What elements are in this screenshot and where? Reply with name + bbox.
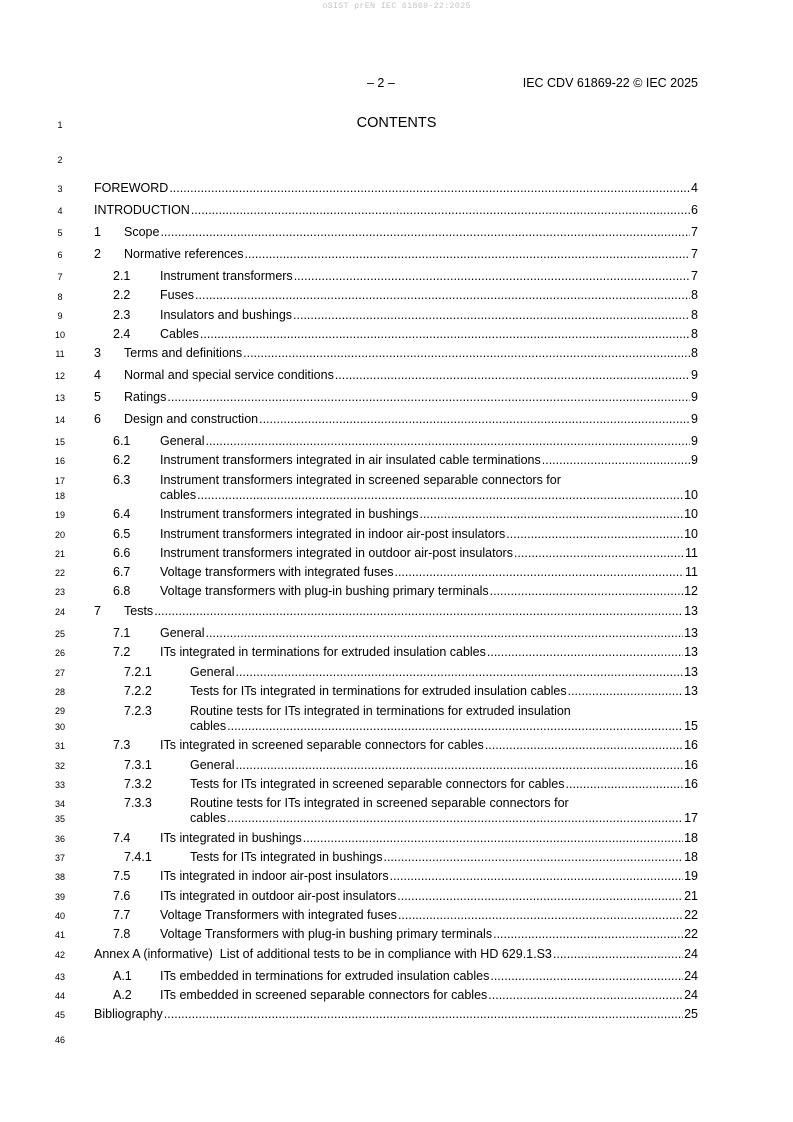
leader-dots xyxy=(227,811,683,826)
leader-dots xyxy=(303,831,683,846)
toc-page-number: 21 xyxy=(684,889,698,903)
toc-entry-6-5[interactable] xyxy=(94,527,698,542)
toc-page-number: 19 xyxy=(684,869,698,883)
toc-entry-title: Normative references xyxy=(124,247,244,261)
toc-page-number: 13 xyxy=(684,626,698,640)
toc-entry-title: Tests xyxy=(124,604,154,618)
toc-entry-introduction[interactable] xyxy=(94,203,698,218)
toc-page-number: 10 xyxy=(684,488,698,502)
leader-dots xyxy=(294,269,690,284)
toc-page-number: 11 xyxy=(685,565,698,579)
toc-page-number: 12 xyxy=(684,584,698,598)
toc-entry-number: 6.8 xyxy=(113,584,131,598)
toc-entry-number: 2.2 xyxy=(113,288,131,302)
toc-entry-title: Voltage Transformers with integrated fuses xyxy=(160,908,397,922)
line-number: 40 xyxy=(54,911,65,921)
toc-entry-6-7[interactable] xyxy=(94,565,698,580)
toc-entry-a-2[interactable] xyxy=(94,988,698,1003)
line-number: 7 xyxy=(57,272,63,282)
toc-entry-title: Instrument transformers xyxy=(160,269,293,283)
toc-page-number: 9 xyxy=(691,434,698,448)
line-number: 5 xyxy=(57,228,63,238)
toc-entry-title: Instrument transformers integrated in air insulated cable terminations xyxy=(160,453,541,467)
toc-page-number: 8 xyxy=(691,327,698,341)
toc-entry-title: cables xyxy=(190,811,227,825)
toc-entry-title: Terms and definitions xyxy=(124,346,243,360)
toc-entry-number: 2.4 xyxy=(113,327,131,341)
toc-page-number: 24 xyxy=(684,969,698,983)
toc-entry-title: Fuses xyxy=(160,288,195,302)
toc-entry-number: 3 xyxy=(94,346,101,360)
toc-entry-number: 7.6 xyxy=(113,889,131,903)
leader-dots xyxy=(195,288,690,303)
toc-entry-6-6[interactable] xyxy=(94,546,698,561)
toc-entry-number: 7.3.1 xyxy=(124,758,152,772)
line-number: 42 xyxy=(54,950,65,960)
line-number: 11 xyxy=(55,349,65,359)
toc-entry-7-3-2[interactable] xyxy=(94,777,698,792)
toc-entry-title: ITs embedded in screened separable connectors for cables xyxy=(160,988,488,1002)
toc-entry-7-2[interactable] xyxy=(94,645,698,660)
toc-entry-title: General xyxy=(160,626,205,640)
toc-entry-title: INTRODUCTION xyxy=(94,203,190,217)
watermark: oSIST prEN IEC 61869-22:2025 xyxy=(322,1,471,11)
leader-dots xyxy=(490,584,683,599)
toc-entry-7-1[interactable] xyxy=(94,626,698,641)
leader-dots xyxy=(235,758,683,773)
toc-page-number: 8 xyxy=(691,346,698,360)
toc-page-number: 24 xyxy=(684,947,698,961)
leader-dots xyxy=(259,412,690,427)
line-number: 28 xyxy=(54,687,65,697)
toc-entry-title: ITs integrated in indoor air-post insulators xyxy=(160,869,389,883)
toc-entry-7-2-2[interactable] xyxy=(94,684,698,699)
leader-dots xyxy=(398,908,683,923)
toc-page-number: 24 xyxy=(684,988,698,1002)
toc-entry-title: General xyxy=(190,758,235,772)
toc-page-number: 18 xyxy=(684,850,698,864)
leader-dots xyxy=(200,327,690,342)
toc-entry-title: Voltage transformers with integrated fuses xyxy=(160,565,394,579)
toc-entry-title: Ratings xyxy=(124,390,167,404)
toc-page-number: 16 xyxy=(684,777,698,791)
line-number: 8 xyxy=(57,292,63,302)
leader-dots xyxy=(390,869,684,884)
toc-entry-number: 6 xyxy=(94,412,101,426)
toc-entry-title: General xyxy=(190,665,235,679)
leader-dots xyxy=(506,527,683,542)
toc-entry-number: 6.4 xyxy=(113,507,131,521)
toc-entry-7-4-1[interactable] xyxy=(94,850,698,865)
toc-entry-number: 7.4 xyxy=(113,831,131,845)
toc-entry-number: 2.1 xyxy=(113,269,131,283)
leader-dots xyxy=(383,850,683,865)
toc-page-number: 8 xyxy=(691,288,698,302)
line-number: 31 xyxy=(54,741,65,751)
line-number: 32 xyxy=(54,761,65,771)
leader-dots xyxy=(164,1007,683,1022)
line-number: 14 xyxy=(54,415,65,425)
line-number: 29 xyxy=(54,706,65,716)
toc-entry-title: Instrument transformers integrated in indoor air-post insulators xyxy=(160,527,506,541)
toc-entry-7-2-1[interactable] xyxy=(94,665,698,680)
toc-entry-7-3-3[interactable] xyxy=(94,796,698,826)
toc-entry-number: 1 xyxy=(94,225,101,239)
page-number: – 2 – xyxy=(367,76,395,90)
line-number: 27 xyxy=(54,668,65,678)
toc-entry-number: 7 xyxy=(94,604,101,618)
leader-dots xyxy=(245,247,691,262)
toc-entry-number: 7.2.2 xyxy=(124,684,152,698)
line-number: 15 xyxy=(54,437,65,447)
line-number: 20 xyxy=(54,530,65,540)
leader-dots xyxy=(169,181,690,196)
toc-entry-4[interactable] xyxy=(94,368,698,383)
toc-entry-title: cables xyxy=(160,488,197,502)
toc-entry-number: A.1 xyxy=(113,969,132,983)
line-number: 16 xyxy=(54,456,65,466)
toc-entry-2-2[interactable] xyxy=(94,288,698,303)
toc-page-number: 13 xyxy=(684,684,698,698)
line-number: 18 xyxy=(54,491,65,501)
line-number: 38 xyxy=(54,872,65,882)
toc-entry-title: Design and construction xyxy=(124,412,259,426)
line-number: 39 xyxy=(54,892,65,902)
toc-page-number: 16 xyxy=(684,738,698,752)
toc-entry-a-1[interactable] xyxy=(94,969,698,984)
toc-entry-2-1[interactable] xyxy=(94,269,698,284)
leader-dots xyxy=(205,434,690,449)
toc-entry-2[interactable] xyxy=(94,247,698,262)
toc-page-number: 18 xyxy=(684,831,698,845)
line-number: 37 xyxy=(54,853,65,863)
line-number: 3 xyxy=(57,184,63,194)
leader-dots xyxy=(167,390,690,405)
toc-entry-number: 7.2 xyxy=(113,645,131,659)
leader-dots xyxy=(394,565,684,580)
toc-entry-3[interactable] xyxy=(94,346,698,361)
leader-dots xyxy=(488,988,683,1003)
toc-page-number: 22 xyxy=(684,927,698,941)
toc-entry-number: 7.4.1 xyxy=(124,850,152,864)
toc-page-number: 9 xyxy=(691,412,698,426)
line-number: 21 xyxy=(54,549,65,559)
toc-entry-number: 7.3.3 xyxy=(124,796,152,810)
leader-dots xyxy=(490,969,683,984)
line-number: 36 xyxy=(54,834,65,844)
line-number: 26 xyxy=(54,648,65,658)
line-number: 6 xyxy=(57,250,63,260)
toc-page-number: 6 xyxy=(691,203,698,217)
toc-entry-7-3-1[interactable] xyxy=(94,758,698,773)
toc-entry-title: Bibliography xyxy=(94,1007,163,1021)
toc-entry-7-3[interactable] xyxy=(94,738,698,753)
toc-page-number: 15 xyxy=(684,719,698,733)
toc-entry-title: Scope xyxy=(124,225,160,239)
toc-page-number: 7 xyxy=(691,269,698,283)
toc-entry-number: 7.7 xyxy=(113,908,131,922)
toc-entry-title: Insulators and bushings xyxy=(160,308,293,322)
toc-entry-6-2[interactable] xyxy=(94,453,698,468)
toc-page-number: 13 xyxy=(684,645,698,659)
toc-entry-number: 7.2.1 xyxy=(124,665,152,679)
leader-dots xyxy=(235,665,683,680)
line-number: 44 xyxy=(54,991,65,1001)
line-number: 17 xyxy=(54,476,65,486)
leader-dots xyxy=(293,308,690,323)
line-number: 34 xyxy=(54,799,65,809)
toc-entry-number: 6.6 xyxy=(113,546,131,560)
leader-dots xyxy=(227,719,683,734)
toc-entry-number: 7.3.2 xyxy=(124,777,152,791)
toc-entry-title: Instrument transformers integrated in bushings xyxy=(160,507,419,521)
leader-dots xyxy=(542,453,690,468)
toc-entry-number: 7.3 xyxy=(113,738,131,752)
toc-entry-number: 6.7 xyxy=(113,565,131,579)
toc-entry-title: FOREWORD xyxy=(94,181,169,195)
toc-page-number: 4 xyxy=(691,181,698,195)
toc-entry-title-line1: Instrument transformers integrated in screened separable connectors for xyxy=(160,473,561,487)
toc-entry-6-3[interactable] xyxy=(94,473,698,503)
line-number: 41 xyxy=(54,930,65,940)
toc-page-number: 10 xyxy=(684,527,698,541)
toc-entry-title: Voltage Transformers with plug-in bushing primary terminals xyxy=(160,927,493,941)
line-number: 1 xyxy=(57,120,63,130)
leader-dots xyxy=(191,203,690,218)
toc-entry-title: Tests for ITs integrated in screened separable connectors for cables xyxy=(190,777,565,791)
line-number: 46 xyxy=(54,1035,65,1045)
line-number: 33 xyxy=(54,780,65,790)
toc-entry-title: Tests for ITs integrated in terminations for extruded insulation cables xyxy=(190,684,567,698)
leader-dots xyxy=(197,488,683,503)
toc-entry-5[interactable] xyxy=(94,390,698,405)
toc-entry-number: 2 xyxy=(94,247,101,261)
toc-entry-7[interactable] xyxy=(94,604,698,619)
leader-dots xyxy=(493,927,683,942)
toc-page-number: 22 xyxy=(684,908,698,922)
toc-entry-title: Normal and special service conditions xyxy=(124,368,334,382)
leader-dots xyxy=(154,604,683,619)
leader-dots xyxy=(487,645,683,660)
toc-entry-2-3[interactable] xyxy=(94,308,698,323)
toc-entry-7-2-3[interactable] xyxy=(94,704,698,734)
leader-dots xyxy=(514,546,684,561)
toc-entry-6-4[interactable] xyxy=(94,507,698,522)
leader-dots xyxy=(485,738,683,753)
toc-entry-title: ITs integrated in screened separable connectors for cables xyxy=(160,738,484,752)
line-number: 25 xyxy=(54,629,65,639)
line-number: 24 xyxy=(54,607,65,617)
toc-entry-title: General xyxy=(160,434,205,448)
leader-dots xyxy=(335,368,690,383)
toc-entry-title: Annex A (informative) List of additional tests to be in compliance with HD 629.1.S3 xyxy=(94,947,552,961)
leader-dots xyxy=(205,626,683,641)
toc-entry-number: 7.2.3 xyxy=(124,704,152,718)
leader-dots xyxy=(553,947,683,962)
toc-entry-title: ITs integrated in bushings xyxy=(160,831,302,845)
toc-entry-number: A.2 xyxy=(113,988,132,1002)
toc-page-number: 9 xyxy=(691,453,698,467)
toc-entry-title: ITs integrated in terminations for extruded insulation cables xyxy=(160,645,486,659)
toc-entry-number: 7.5 xyxy=(113,869,131,883)
line-number: 4 xyxy=(57,206,63,216)
line-number: 30 xyxy=(54,722,65,732)
toc-entry-6-1[interactable] xyxy=(94,434,698,449)
toc-entry-title: Tests for ITs integrated in bushings xyxy=(190,850,383,864)
leader-dots xyxy=(397,889,683,904)
line-number: 43 xyxy=(54,972,65,982)
toc-entry-1[interactable] xyxy=(94,225,698,240)
toc-entry-6[interactable] xyxy=(94,412,698,427)
line-number: 12 xyxy=(54,371,65,381)
toc-entry-title: cables xyxy=(190,719,227,733)
toc-entry-title-line1: Routine tests for ITs integrated in terminations for extruded insulation xyxy=(190,704,571,718)
toc-entry-title: Cables xyxy=(160,327,199,341)
line-number: 35 xyxy=(54,814,65,824)
toc-entry-6-8[interactable] xyxy=(94,584,698,599)
toc-entry-foreword[interactable] xyxy=(94,181,698,196)
toc-entry-bibliography[interactable] xyxy=(94,1007,698,1022)
leader-dots xyxy=(243,346,690,361)
line-number: 45 xyxy=(54,1010,65,1020)
toc-entry-title: Voltage transformers with plug-in bushing primary terminals xyxy=(160,584,489,598)
line-number: 9 xyxy=(57,311,63,321)
line-number: 13 xyxy=(54,393,65,403)
document-reference: IEC CDV 61869-22 © IEC 2025 xyxy=(522,76,698,90)
leader-dots xyxy=(566,777,684,792)
line-number: 22 xyxy=(54,568,65,578)
toc-page-number: 9 xyxy=(691,368,698,382)
toc-entry-title: Instrument transformers integrated in outdoor air-post insulators xyxy=(160,546,513,560)
toc-page-number: 13 xyxy=(684,604,698,618)
toc-page-number: 9 xyxy=(691,390,698,404)
toc-entry-title-line1: Routine tests for ITs integrated in screened separable connectors for xyxy=(190,796,569,810)
toc-page-number: 17 xyxy=(684,811,698,825)
toc-entry-number: 5 xyxy=(94,390,101,404)
toc-entry-title: ITs embedded in terminations for extruded insulation cables xyxy=(160,969,490,983)
toc-entry-7-5[interactable] xyxy=(94,869,698,884)
leader-dots xyxy=(160,225,690,240)
toc-page-number: 13 xyxy=(684,665,698,679)
toc-entry-annex-a[interactable] xyxy=(94,947,698,962)
toc-entry-number: 7.1 xyxy=(113,626,131,640)
leader-dots xyxy=(419,507,683,522)
toc-entry-number: 4 xyxy=(94,368,101,382)
toc-page-number: 8 xyxy=(691,308,698,322)
toc-page-number: 25 xyxy=(684,1007,698,1021)
toc-entry-title: ITs integrated in outdoor air-post insulators xyxy=(160,889,397,903)
line-number: 2 xyxy=(57,155,63,165)
toc-entry-7-7[interactable] xyxy=(94,908,698,923)
toc-page-number: 10 xyxy=(684,507,698,521)
toc-page-number: 7 xyxy=(691,225,698,239)
toc-entry-number: 6.2 xyxy=(113,453,131,467)
toc-entry-number: 6.3 xyxy=(113,473,131,487)
line-number: 19 xyxy=(54,510,65,520)
toc-entry-number: 7.8 xyxy=(113,927,131,941)
line-number: 23 xyxy=(54,587,65,597)
leader-dots xyxy=(568,684,684,699)
page-title: CONTENTS xyxy=(356,115,437,131)
toc-entry-2-4[interactable] xyxy=(94,327,698,342)
line-number: 10 xyxy=(54,330,65,340)
toc-page-number: 7 xyxy=(691,247,698,261)
toc-entry-number: 2.3 xyxy=(113,308,131,322)
toc-page-number: 16 xyxy=(684,758,698,772)
toc-entry-7-8[interactable] xyxy=(94,927,698,942)
toc-entry-number: 6.5 xyxy=(113,527,131,541)
toc-page-number: 11 xyxy=(685,546,698,560)
toc-entry-7-4[interactable] xyxy=(94,831,698,846)
toc-entry-number: 6.1 xyxy=(113,434,131,448)
toc-entry-7-6[interactable] xyxy=(94,889,698,904)
